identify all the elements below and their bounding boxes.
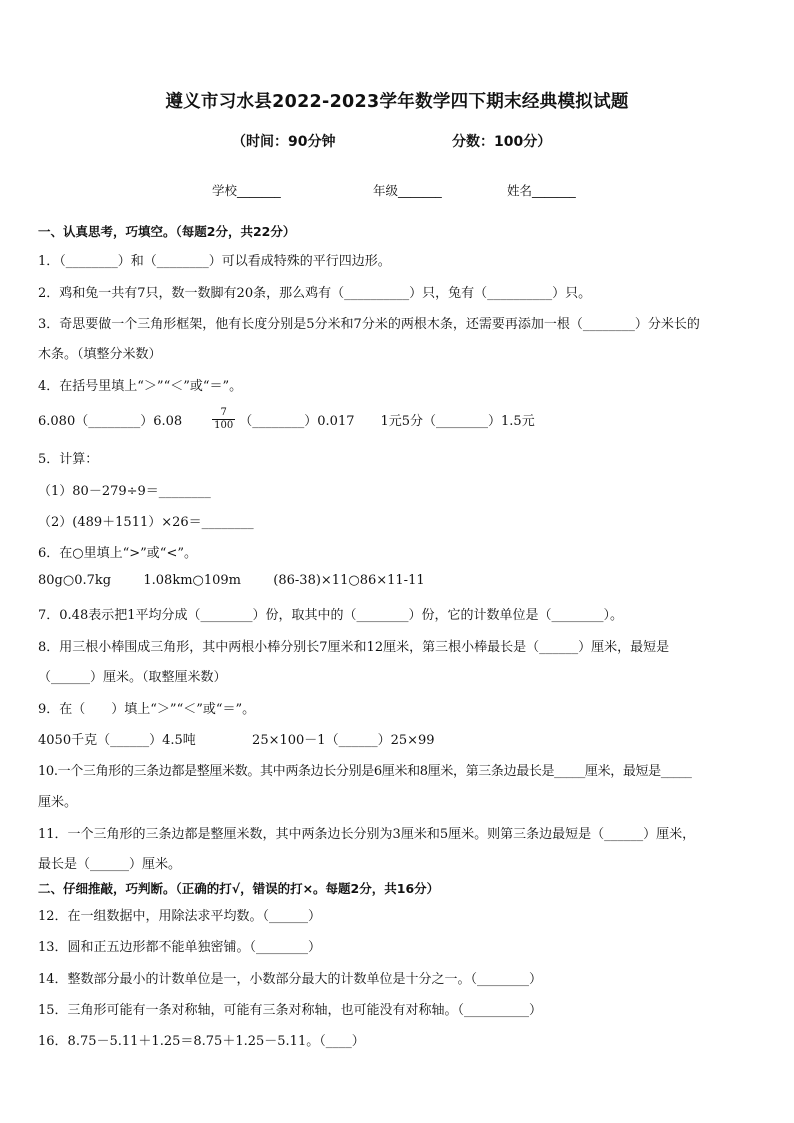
- question-14: 14．整数部分最小的计数单位是一，小数部分最大的计数单位是十分之一。（________）: [38, 972, 543, 987]
- question-6-stem: 6．在○里填上“>”或“<”。: [38, 546, 197, 561]
- question-5-part-2: （2）(489＋1511）×26＝________: [38, 515, 254, 530]
- name-field: 姓名_______: [507, 183, 576, 198]
- fraction: [212, 407, 235, 432]
- question-4-item-a: 6.080（________）6.08: [38, 413, 183, 429]
- question-8-line-1: 8．用三根小棒围成三角形，其中两根小棒分别长7厘米和12厘米，第三根小棒最长是（______）厘米，最短是: [38, 640, 670, 655]
- question-9-stem: 9．在（ ）填上“＞”“＜”或“＝”。: [38, 702, 256, 717]
- question-5-part-1: （1）80－279÷9＝________: [38, 484, 211, 499]
- question-9-item-b: 25×100－1（______）25×99: [252, 733, 435, 748]
- question-4-items: [38, 403, 535, 435]
- question-10-line-2: 厘米。: [38, 795, 78, 810]
- question-4-item-b: （________）0.017: [239, 413, 355, 429]
- question-11-line-1: 11．一个三角形的三条边都是整厘米数，其中两条边长分别为3厘米和5厘米。则第三条边最短是（______）厘米，: [38, 827, 696, 842]
- question-15: 15．三角形可能有一条对称轴，可能有三条对称轴，也可能没有对称轴。（__________）: [38, 1003, 543, 1018]
- section-1-title: 一、认真思考，巧填空。（每题2分，共22分）: [38, 224, 296, 239]
- fraction-denominator: 100: [214, 419, 234, 431]
- question-9-item-a: 4050千克（______）4.5吨: [38, 733, 196, 748]
- question-3-line-1: 3．奇思要做一个三角形框架，他有长度分别是5分米和7分米的两根木条，还需要再添加一根（________）分米长的: [38, 317, 700, 332]
- question-4-item-c: 1元5分（________）1.5元: [380, 413, 535, 429]
- question-5-stem: 5．计算：: [38, 452, 99, 467]
- exam-title: 遵义市习水县2022-2023学年数学四下期末经典模拟试题: [165, 92, 629, 112]
- question-7: 7．0.48表示把1平均分成（________）份，取其中的（________）份，它的计数单位是（________）。: [38, 608, 623, 623]
- question-16: 16．8.75－5.11＋1.25＝8.75＋1.25－5.11。（____）: [38, 1034, 365, 1049]
- question-10-line-1: 10.一个三角形的三条边都是整厘米数。其中两条边长分别是6厘米和8厘米，第三条边最长是_____厘米，最短是_____: [38, 764, 692, 779]
- question-9-items: [38, 729, 435, 748]
- school-field: 学校_______: [212, 183, 281, 198]
- question-8-line-2: （______）厘米。（取整厘米数）: [38, 670, 227, 685]
- exam-time: （时间：90分钟: [232, 134, 336, 150]
- question-3-line-2: 木条。（填整分米数）: [38, 347, 162, 362]
- question-6-item-c: (86-38)×11○86×11-11: [273, 573, 425, 588]
- question-13: 13．圆和正五边形都不能单独密铺。（________）: [38, 940, 322, 955]
- grade-field: 年级_______: [373, 183, 442, 198]
- question-12: 12．在一组数据中，用除法求平均数。（______）: [38, 909, 322, 924]
- question-11-line-2: 最长是（______）厘米。: [38, 857, 182, 872]
- question-6-item-a: 80g○0.7kg: [38, 573, 112, 588]
- exam-score: 分数：100分）: [452, 134, 552, 150]
- question-1: 1．（________）和（________）可以看成特殊的平行四边形。: [38, 254, 391, 269]
- question-2: 2．鸡和兔一共有7只，数一数脚有20条，那么鸡有（__________）只，兔有（__________）只。: [38, 286, 592, 301]
- question-6-items: [38, 573, 425, 588]
- question-6-item-b: 1.08km○109m: [143, 573, 242, 588]
- question-4-stem: 4．在括号里填上“＞”“＜”或“＝”。: [38, 379, 243, 394]
- fraction-numerator: 7: [220, 406, 227, 418]
- section-2-title: 二、仔细推敲，巧判断。（正确的打√，错误的打×。每题2分，共16分）: [38, 881, 440, 896]
